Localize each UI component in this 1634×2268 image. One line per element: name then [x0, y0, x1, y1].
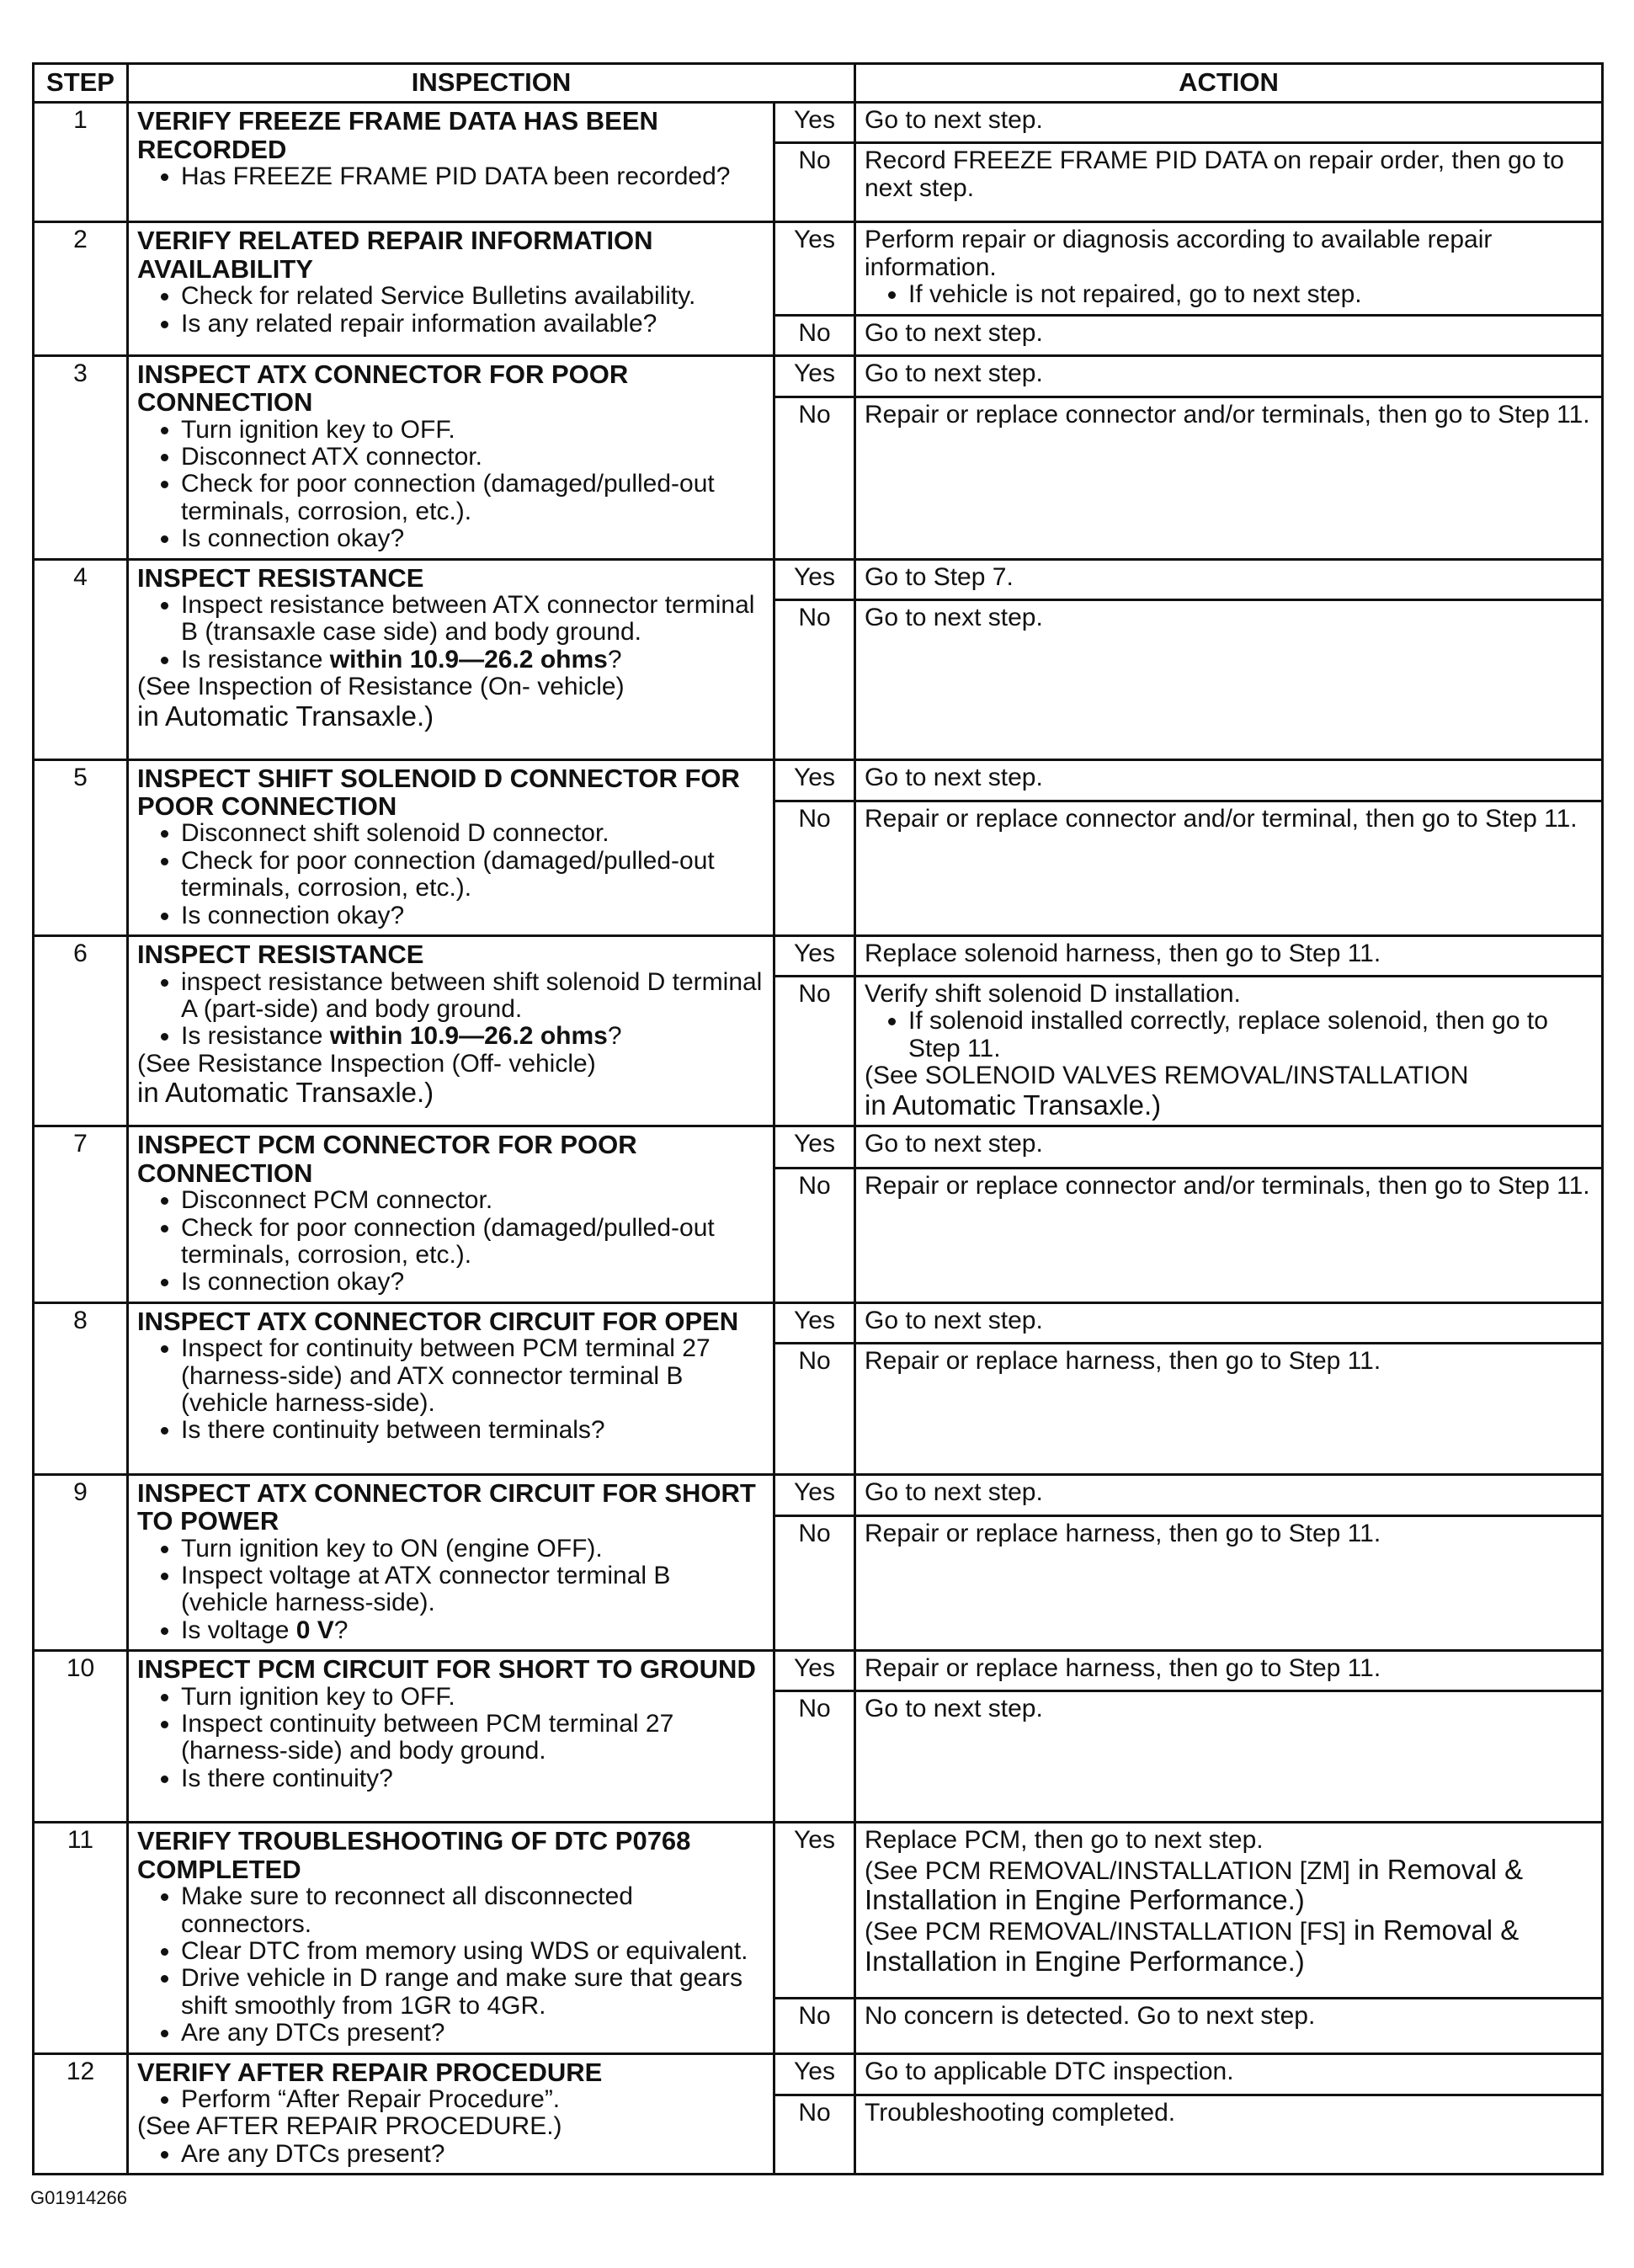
no-label: No	[774, 1516, 855, 1651]
inspection-item: • Check for poor connection (damaged/pulled-out terminals, corrosion, etc.).	[181, 1215, 764, 1270]
inspection-item: • Check for related Service Bulletins availability.	[181, 283, 764, 310]
step-row-yes	[34, 559, 1603, 599]
question-text: Is voltage	[181, 1616, 296, 1644]
inspection-item: • Is connection okay?	[181, 902, 764, 929]
troubleshooting-table	[32, 62, 1604, 2175]
inspection-item: • Is there continuity between terminals?	[181, 1417, 764, 1444]
no-action: Repair or replace harness, then go to Step 11.	[855, 1343, 1603, 1474]
inspection-cell	[128, 1823, 774, 2053]
yes-action: Go to next step.	[855, 355, 1603, 397]
reference-note-text: (See Resistance Inspection (Off- vehicle)	[137, 1049, 596, 1078]
step-number: 3	[34, 355, 128, 559]
no-action: Go to next step.	[855, 315, 1603, 355]
inspection-title: INSPECT ATX CONNECTOR CIRCUIT FOR SHORT TO POWER	[137, 1477, 756, 1536]
yes-action: Go to next step.	[855, 759, 1603, 801]
yes-label: Yes	[774, 759, 855, 801]
yes-action: Repair or replace harness, then go to Step 11.	[855, 1651, 1603, 1691]
yes-label: Yes	[774, 1126, 855, 1168]
no-label: No	[774, 599, 855, 759]
inspection-item: • Drive vehicle in D range and make sure that gears shift smoothly from 1GR to 4GR.	[181, 1965, 764, 2020]
inspection-item: • Is any related repair information available?	[181, 311, 764, 338]
yes-action: Go to next step.	[855, 1302, 1603, 1343]
question-mark: ?	[607, 1022, 622, 1051]
step-row-yes	[34, 1302, 1603, 1343]
step-row-yes	[34, 1126, 1603, 1168]
inspection-title: INSPECT PCM CIRCUIT FOR SHORT TO GROUND	[137, 1654, 756, 1685]
no-action: Repair or replace connector and/or terminals, then go to Step 11.	[855, 397, 1603, 559]
yes-action	[855, 222, 1603, 315]
inspection-title: VERIFY TROUBLESHOOTING OF DTC P0768 COMPLETED	[137, 1826, 691, 1884]
step-row-yes	[34, 936, 1603, 977]
no-label: No	[774, 1168, 855, 1302]
inspection-item: • Perform “After Repair Procedure”.	[181, 2086, 764, 2113]
inspection-item: • Inspect continuity between PCM terminal 27 (harness-side) and body ground.	[181, 1711, 764, 1765]
inspection-title: VERIFY FREEZE FRAME DATA HAS BEEN RECORDED	[137, 106, 658, 164]
yes-action: Go to next step.	[855, 103, 1603, 143]
inspection-item: • Are any DTCs present?	[181, 2020, 764, 2047]
no-action	[855, 977, 1603, 1126]
inspection-item: • Turn ignition key to ON (engine OFF).	[181, 1536, 764, 1563]
yes-action	[855, 1823, 1603, 1999]
yes-action-note	[865, 1915, 1593, 1977]
inspection-item: • Clear DTC from memory using WDS or equivalent.	[181, 1938, 764, 1965]
inspection-item: • Inspect voltage at ATX connector terminal B (vehicle harness-side).	[181, 1563, 764, 1617]
inspection-title: INSPECT RESISTANCE	[137, 940, 424, 970]
header-inspection: INSPECTION	[128, 64, 855, 103]
reference-note: (See AFTER REPAIR PROCEDURE.)	[137, 2112, 562, 2141]
inspection-cell	[128, 1302, 774, 1474]
yes-label: Yes	[774, 355, 855, 397]
inspection-item: • Check for poor connection (damaged/pulled-out terminals, corrosion, etc.).	[181, 848, 764, 902]
no-action: Go to next step.	[855, 599, 1603, 759]
reference-note-tail: in Automatic Transaxle.)	[137, 700, 434, 732]
step-row-yes	[34, 1651, 1603, 1691]
no-action: Repair or replace harness, then go to Step 11.	[855, 1516, 1603, 1651]
inspection-cell	[128, 355, 774, 559]
no-action: Troubleshooting completed.	[855, 2095, 1603, 2175]
yes-action-note-ref: (See PCM REMOVAL/INSTALLATION [ZM]	[865, 1856, 1350, 1885]
inspection-item: • Are any DTCs present?	[181, 2141, 764, 2168]
inspection-item: • Inspect for continuity between PCM terminal 27 (harness-side) and ATX connector terminal B (vehicle harness-side).	[181, 1335, 764, 1417]
yes-label: Yes	[774, 103, 855, 143]
yes-action: Replace solenoid harness, then go to Step 11.	[855, 936, 1603, 977]
yes-action: Go to applicable DTC inspection.	[855, 2053, 1603, 2095]
header-action: ACTION	[855, 64, 1603, 103]
inspection-title: INSPECT ATX CONNECTOR FOR POOR CONNECTION	[137, 359, 629, 418]
yes-action-text: Replace PCM, then go to next step.	[865, 1826, 1264, 1855]
inspection-title: INSPECT SHIFT SOLENOID D CONNECTOR FOR POOR CONNECTION	[137, 763, 740, 821]
inspection-cell	[128, 103, 774, 222]
yes-action-note-ref: (See PCM REMOVAL/INSTALLATION [FS]	[865, 1918, 1346, 1946]
inspection-title: INSPECT ATX CONNECTOR CIRCUIT FOR OPEN	[137, 1306, 739, 1336]
header-step: STEP	[34, 64, 128, 103]
step-number: 10	[34, 1651, 128, 1823]
inspection-title: VERIFY AFTER REPAIR PROCEDURE	[137, 2057, 603, 2087]
no-label: No	[774, 1999, 855, 2053]
yes-label: Yes	[774, 1302, 855, 1343]
step-row-yes	[34, 222, 1603, 315]
step-number: 2	[34, 222, 128, 355]
inspection-item: • Disconnect ATX connector.	[181, 444, 764, 471]
figure-id: G01914266	[30, 2187, 127, 2208]
step-row-yes	[34, 2053, 1603, 2095]
yes-label: Yes	[774, 222, 855, 315]
yes-action: Go to Step 7.	[855, 559, 1603, 599]
no-action-subitem: • If solenoid installed correctly, replace solenoid, then go to Step 11.	[908, 1008, 1593, 1062]
no-action: Go to next step.	[855, 1691, 1603, 1823]
inspection-item: • inspect resistance between shift solenoid D terminal A (part-side) and body ground.	[181, 969, 764, 1024]
inspection-item: • Turn ignition key to OFF.	[181, 1684, 764, 1711]
yes-label: Yes	[774, 559, 855, 599]
voltage-spec: 0 V	[295, 1616, 334, 1644]
no-label: No	[774, 1691, 855, 1823]
step-number: 4	[34, 559, 128, 759]
yes-label: Yes	[774, 936, 855, 977]
yes-label: Yes	[774, 1823, 855, 1999]
no-action-note	[865, 1062, 1593, 1120]
inspection-title: INSPECT RESISTANCE	[137, 562, 424, 593]
step-number: 11	[34, 1823, 128, 2053]
reference-note-tail: in Automatic Transaxle.)	[137, 1077, 434, 1109]
inspection-item: • Is connection okay?	[181, 1269, 764, 1296]
yes-label: Yes	[774, 1474, 855, 1515]
inspection-question	[181, 647, 764, 673]
reference-note-text: (See Inspection of Resistance (On- vehicle)	[137, 673, 625, 701]
no-label: No	[774, 1343, 855, 1474]
inspection-item: • Is connection okay?	[181, 525, 764, 552]
no-action: Record FREEZE FRAME PID DATA on repair order, then go to next step.	[855, 143, 1603, 222]
yes-action: Go to next step.	[855, 1126, 1603, 1168]
no-action-text: Verify shift solenoid D installation.	[865, 980, 1241, 1009]
step-number: 6	[34, 936, 128, 1126]
yes-action-note	[865, 1855, 1593, 1916]
resistance-spec: within 10.9—26.2 ohms	[329, 645, 608, 673]
question-mark: ?	[333, 1616, 349, 1644]
step-row-yes	[34, 103, 1603, 143]
yes-action-subitem: • If vehicle is not repaired, go to next step.	[908, 281, 1593, 308]
inspection-cell	[128, 222, 774, 355]
yes-action: Go to next step.	[855, 1474, 1603, 1515]
question-text: Is resistance	[181, 645, 330, 673]
inspection-question	[181, 1617, 764, 1644]
inspection-item: • Make sure to reconnect all disconnected connectors.	[181, 1883, 764, 1938]
step-number: 12	[34, 2053, 128, 2175]
header-row	[34, 64, 1603, 103]
no-label: No	[774, 397, 855, 559]
no-action-note-text: (See SOLENOID VALVES REMOVAL/INSTALLATION	[865, 1062, 1469, 1090]
inspection-title: INSPECT PCM CONNECTOR FOR POOR CONNECTION	[137, 1130, 637, 1188]
inspection-title: VERIFY RELATED REPAIR INFORMATION AVAILABILITY	[137, 226, 653, 284]
no-label: No	[774, 315, 855, 355]
step-row-yes	[34, 759, 1603, 801]
reference-note	[137, 673, 764, 731]
yes-action-text: Perform repair or diagnosis according to available repair information.	[865, 226, 1493, 281]
step-number: 7	[34, 1126, 128, 1303]
inspection-cell	[128, 1651, 774, 1823]
question-text: Is resistance	[181, 1022, 330, 1051]
no-action: Repair or replace connector and/or terminals, then go to Step 11.	[855, 1168, 1603, 1302]
inspection-item: • Disconnect PCM connector.	[181, 1187, 764, 1214]
no-label: No	[774, 143, 855, 222]
yes-label: Yes	[774, 2053, 855, 2095]
inspection-item: • Disconnect shift solenoid D connector.	[181, 820, 764, 847]
no-action: No concern is detected. Go to next step.	[855, 1999, 1603, 2053]
step-number: 5	[34, 759, 128, 936]
inspection-cell	[128, 1474, 774, 1651]
inspection-item: • Has FREEZE FRAME PID DATA been recorded?	[181, 163, 764, 190]
inspection-item: • Inspect resistance between ATX connector terminal B (transaxle case side) and body ground.	[181, 592, 764, 647]
step-row-yes	[34, 355, 1603, 397]
inspection-cell	[128, 759, 774, 936]
inspection-cell	[128, 559, 774, 759]
question-mark: ?	[607, 645, 622, 673]
inspection-cell	[128, 936, 774, 1126]
inspection-item: • Is there continuity?	[181, 1765, 764, 1792]
step-number: 9	[34, 1474, 128, 1651]
step-row-yes	[34, 1474, 1603, 1515]
no-label: No	[774, 801, 855, 935]
no-label: No	[774, 2095, 855, 2175]
inspection-question	[181, 1023, 764, 1050]
yes-action-note-location: in Removal & Installation in Engine Performance.)	[865, 1853, 1524, 1915]
inspection-cell	[128, 2053, 774, 2175]
inspection-cell	[128, 1126, 774, 1303]
step-number: 1	[34, 103, 128, 222]
no-action: Repair or replace connector and/or terminal, then go to Step 11.	[855, 801, 1603, 935]
inspection-item: • Turn ignition key to OFF.	[181, 417, 764, 444]
no-action-note-tail: in Automatic Transaxle.)	[865, 1089, 1162, 1121]
reference-note	[137, 1051, 764, 1108]
yes-action-note-location: in Removal & Installation in Engine Performance.)	[865, 1914, 1520, 1977]
yes-label: Yes	[774, 1651, 855, 1691]
no-label: No	[774, 977, 855, 1126]
resistance-spec: within 10.9—26.2 ohms	[329, 1022, 608, 1051]
inspection-item: • Check for poor connection (damaged/pulled-out terminals, corrosion, etc.).	[181, 471, 764, 525]
step-row-yes	[34, 1823, 1603, 1999]
step-number: 8	[34, 1302, 128, 1474]
